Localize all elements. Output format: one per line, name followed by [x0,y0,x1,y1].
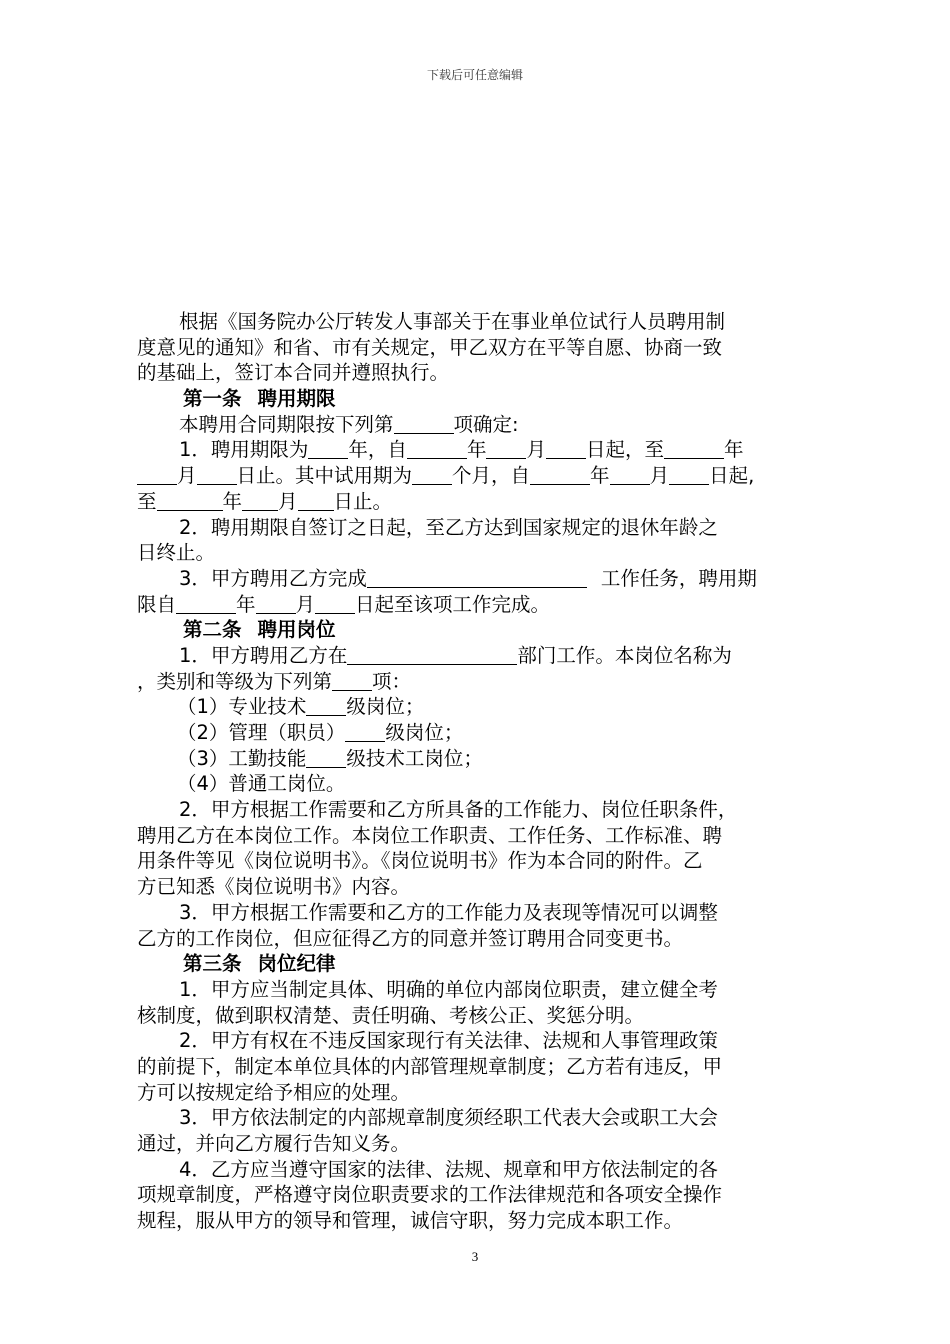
article-1-item-1-cont: 至 年 月 日止。 [137,489,393,513]
intro-line: 度意见的通知》和省、市有关规定，甲乙双方在平等自愿、协商一致 [137,335,723,359]
blank-field[interactable] [197,465,237,485]
blank-field[interactable] [367,568,587,588]
blank-field[interactable] [394,414,454,434]
article-3-item-1-cont: 核制度，做到职权清楚、责任明确、考核公正、奖惩分明。 [137,1003,645,1027]
article-2-item-2: 2．甲方根据工作需要和乙方所具备的工作能力、岗位任职条件， [179,798,738,822]
article-2-option-2: （2）管理（职员） 级岗位； [177,721,464,744]
article-2-option-1: （1）专业技术 级岗位； [177,695,425,719]
article-3-item-4-cont: 规程，服从甲方的领导和管理，诚信守职，努力完成本职工作。 [137,1209,684,1233]
article-2-option-3: （3）工勤技能 级技术工岗位； [177,746,483,770]
article-2-heading [137,617,817,643]
blank-field[interactable] [486,439,526,459]
article-2-item-2-cont: 用条件等见《岗位说明书》。《岗位说明书》作为本合同的附件。乙 [137,849,703,873]
article-3-heading [137,951,817,977]
intro-line: 的基础上，签订本合同并遵照执行。 [137,361,450,385]
article-1-lead: 本聘用合同期限按下列第 项确定: [179,412,519,436]
article-3-item-4: 4．乙方应当遵守国家的法律、法规、规章和甲方依法制定的各 [179,1157,718,1181]
article-3-item-2-cont: 的前提下，制定本单位具体的内部管理规章制度；乙方若有违反，甲 [137,1054,723,1078]
article-2-option-4: （4）普通工岗位。 [177,772,346,796]
article-2-item-3: 3．甲方根据工作需要和乙方的工作能力及表现等情况可以调整 [179,900,718,924]
article-1-item-2-cont: 日终止。 [137,541,216,565]
article-3-item-2: 2．甲方有权在不违反国家现行有关法律、法规和人事管理政策 [179,1029,718,1053]
blank-field[interactable] [306,748,346,768]
article-number: 第二条 [183,618,242,642]
article-1-heading [137,386,817,412]
article-1-item-1: 1．聘用期限为 年，自 年 月 日起，至 年 [179,438,744,462]
article-title: 岗位纪律 [257,952,336,976]
article-title: 聘用期限 [257,387,336,411]
article-number: 第三条 [183,952,242,976]
blank-field[interactable] [610,465,650,485]
article-3-item-3: 3．甲方依法制定的内部规章制度须经职工代表大会或职工大会 [179,1106,718,1130]
article-2-item-3-cont: 乙方的工作岗位，但应征得乙方的同意并签订聘用合同变更书。 [137,926,684,950]
page-number: 3 [471,1249,479,1264]
blank-field[interactable] [407,439,467,459]
blank-field[interactable] [176,594,236,614]
intro-line: 根据《国务院办公厅转发人事部关于在事业单位试行人员聘用制 [179,310,726,333]
blank-field[interactable] [546,439,586,459]
blank-field[interactable] [298,491,334,511]
blank-field[interactable] [664,439,724,459]
article-1-item-3: 3．甲方聘用乙方完成 工作任务，聘用期 [179,566,757,590]
article-3-item-2-cont: 方可以按规定给予相应的处理。 [137,1080,411,1104]
blank-field[interactable] [347,645,517,665]
blank-field[interactable] [412,465,452,485]
document-body [137,309,817,1234]
article-title: 聘用岗位 [257,618,336,642]
page-header-note: 下载后可任意编辑 [426,68,523,82]
blank-field[interactable] [256,594,296,614]
blank-field[interactable] [345,722,385,742]
blank-field[interactable] [669,465,709,485]
article-number: 第一条 [183,387,242,411]
blank-field[interactable] [530,465,590,485]
article-1-item-3-cont: 限自 年 月 日起至该项工作完成。 [137,592,551,616]
article-2-item-2-cont: 聘用乙方在本岗位工作。本岗位工作职责、工作任务、工作标准、聘 [137,823,723,847]
article-1-item-1-cont: 月 日止。其中试用期为 个月，自 年 月 日起, [137,463,817,489]
article-2-item-2-cont: 方已知悉《岗位说明书》内容。 [137,875,411,899]
article-1-item-2: 2．聘用期限自签订之日起，至乙方达到国家规定的退休年龄之 [179,515,718,539]
blank-field[interactable] [306,696,346,716]
blank-field[interactable] [332,671,372,691]
article-2-item-1-cont: ，类别和等级为下列第 项： [137,669,412,693]
blank-field[interactable] [242,491,278,511]
blank-field[interactable] [137,465,177,485]
blank-field[interactable] [157,491,223,511]
article-2-item-1: 1．甲方聘用乙方在 部门工作。本岗位名称为 [179,643,732,667]
article-3-item-3-cont: 通过，并向乙方履行告知义务。 [137,1132,411,1155]
blank-field[interactable] [308,439,348,459]
article-3-item-1: 1．甲方应当制定具体、明确的单位内部岗位职责，建立健全考 [179,977,718,1001]
article-3-item-4-cont: 项规章制度，严格遵守岗位职责要求的工作法律规范和各项安全操作 [137,1183,723,1207]
blank-field[interactable] [315,594,355,614]
